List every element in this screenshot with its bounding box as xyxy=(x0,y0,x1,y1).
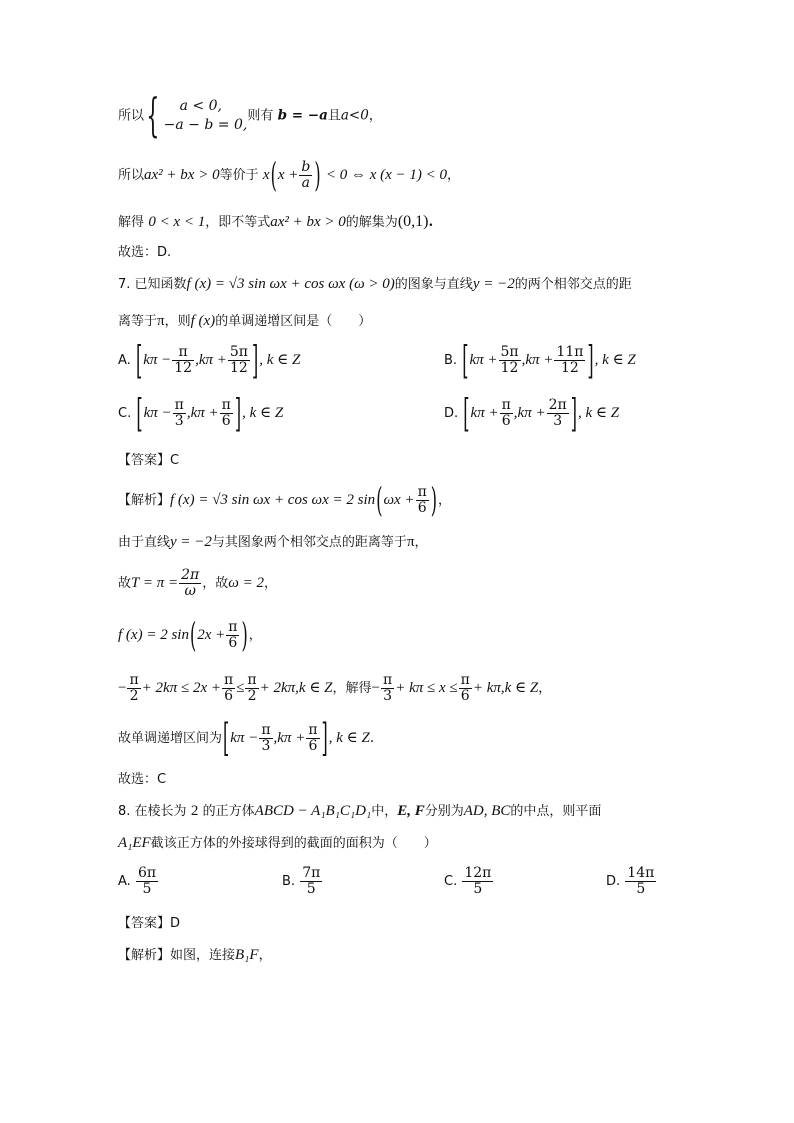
equation-system xyxy=(162,97,248,135)
math: y = −2 xyxy=(472,276,515,292)
text: 等价于 xyxy=(219,168,259,183)
math: f (x) = √3 sin ωx + cos ωx = 2 sin xyxy=(170,492,376,508)
text: 且 xyxy=(327,108,341,124)
option-label: A. xyxy=(118,353,131,368)
q8-stem-line2 xyxy=(118,833,437,854)
option-label: B. xyxy=(444,353,458,368)
q7-analysis-1: 【解析】f (x) = √3 sin ωx + cos ωx = 2 sin(ωx + $\frac{\pi}{6}$ )， xyxy=(118,479,452,520)
q7-stem-line2 xyxy=(118,311,371,332)
q8-option-c: C. $\frac{12\pi}{5}$ xyxy=(444,865,492,897)
text: 截该正方体的外接球得到的截面的面积为（ ） xyxy=(150,836,437,851)
text: 离等于 xyxy=(118,314,158,329)
q7-option-b: B. [kπ + $\frac{5\pi}{12}$ ,kπ + $\frac{11\pi}{12}$ ], k ∈ Z xyxy=(444,337,636,384)
line-equivalence xyxy=(118,154,461,195)
math: x xyxy=(262,167,270,183)
math: B₁F xyxy=(235,947,259,963)
left-brace: { xyxy=(146,89,160,143)
math: f (x) = √3 sin ωx + cos ωx (ω > 0) xyxy=(186,276,395,292)
line-choice: 故选：D. xyxy=(118,245,172,260)
math: a<0 xyxy=(340,107,369,124)
q8-stem-line1: 8. 在棱长为 2 的正方体ABCD − A₁B₁C₁D₁中，E, F分别为AD, BC的中点，则平面 xyxy=(118,803,602,819)
q7-analysis-4: f (x) = 2 sin(2x + $\frac{\pi}{6}$ )， xyxy=(118,614,262,655)
paren: ) xyxy=(314,154,321,195)
math: T = π = xyxy=(131,575,179,591)
math: y = −2 xyxy=(170,534,212,550)
math: (0,1) xyxy=(397,213,429,230)
q8-answer: 【答案】D xyxy=(118,916,181,931)
text: 故 xyxy=(118,576,132,591)
paren: ( xyxy=(270,154,277,195)
math: b = −a xyxy=(277,107,328,124)
text: 则有 xyxy=(247,108,274,124)
text: 所以 xyxy=(118,168,145,183)
q8-option-b: B. $\frac{7\pi}{5}$ xyxy=(282,865,321,897)
text: 【解析】如图，连接 xyxy=(118,948,236,963)
math: < 0 ⇔ x (x − 1) < 0 xyxy=(325,167,448,183)
math: ax² + bx > 0 xyxy=(270,214,346,230)
text: ， xyxy=(447,168,461,183)
q7-option-a: A. [kπ − $\frac{\pi}{12}$ ,kπ + $\frac{5\pi}{12}$ ], k ∈ Z xyxy=(118,337,301,384)
line-system xyxy=(118,89,382,143)
text: 解得 xyxy=(118,215,145,230)
q8-option-d: D. $\frac{14\pi}{5}$ xyxy=(606,865,655,897)
option-label: C. xyxy=(118,406,132,421)
system-row: a < 0, xyxy=(179,98,222,114)
math: A₁EF xyxy=(118,835,151,851)
fraction: $\frac{b}{a}$ xyxy=(301,159,311,191)
q7-analysis-5: − $\frac{\pi}{2}$ + 2kπ ≤ 2x + $\frac{\pi}{6}$ ≤ $\frac{\pi}{2}$ + 2kπ,k ∈ Z，解得− $\frac{\pi}{3}$ + kπ ≤ x ≤ $\frac{\pi}{6}$ + kπ,k ∈ Z， xyxy=(118,672,552,704)
text: 与其图象两个相邻交点的距离等于 xyxy=(211,535,407,550)
math: π xyxy=(157,313,165,329)
text: 的两个相邻交点的距 xyxy=(514,277,632,292)
text: 的单调递增区间是（ ） xyxy=(215,314,372,329)
math: 0 < x < 1 xyxy=(148,214,206,230)
text: 的解集为 xyxy=(345,215,398,230)
text: ，即不等式 xyxy=(205,215,271,230)
q7-analysis-3: 故T = π = $\frac{2\pi}{\omega}$ ，故ω = 2， xyxy=(118,567,277,599)
q8-option-a: A. $\frac{6\pi}{5}$ xyxy=(118,865,157,897)
math: f (x) xyxy=(190,313,216,329)
text: 【解析】 xyxy=(118,493,171,508)
text: . xyxy=(428,214,434,230)
q7-analysis-6: 故单调递增区间为[kπ − $\frac{\pi}{3}$ ,kπ + $\frac{\pi}{6}$ ], k ∈ Z. xyxy=(118,714,375,761)
text: 故单调递增区间为 xyxy=(118,731,223,746)
text: 所以 xyxy=(118,108,145,124)
q7-final-choice: 故选：C xyxy=(118,772,167,787)
line-solution xyxy=(118,212,433,233)
text: 7. 已知函数 xyxy=(118,277,187,292)
text: 8. 在棱长为 xyxy=(118,804,187,819)
q7-option-c: C. [kπ − $\frac{\pi}{3}$ ,kπ + $\frac{\pi}{6}$ ], k ∈ Z xyxy=(118,390,284,437)
text: ， xyxy=(368,108,382,124)
system-row: −a − b = 0, xyxy=(163,117,248,133)
math: x + xyxy=(277,167,299,183)
q7-answer: 【答案】C xyxy=(118,453,180,468)
text: ，则 xyxy=(164,314,191,329)
q8-analysis-1: 【解析】如图，连接B₁F， xyxy=(118,947,272,963)
text: 的图象与直线 xyxy=(394,277,473,292)
q7-analysis-2: 由于直线y = −2与其图象两个相邻交点的距离等于π， xyxy=(118,534,428,550)
q7-option-d: D. [kπ + $\frac{\pi}{6}$ ,kπ + $\frac{2\pi}{3}$ ], k ∈ Z xyxy=(444,390,620,437)
math: ax² + bx > 0 xyxy=(144,167,220,183)
math: f (x) = 2 sin xyxy=(118,627,189,643)
text: 由于直线 xyxy=(118,535,171,550)
option-label: D. xyxy=(444,406,459,421)
q7-stem-line1 xyxy=(118,274,632,295)
